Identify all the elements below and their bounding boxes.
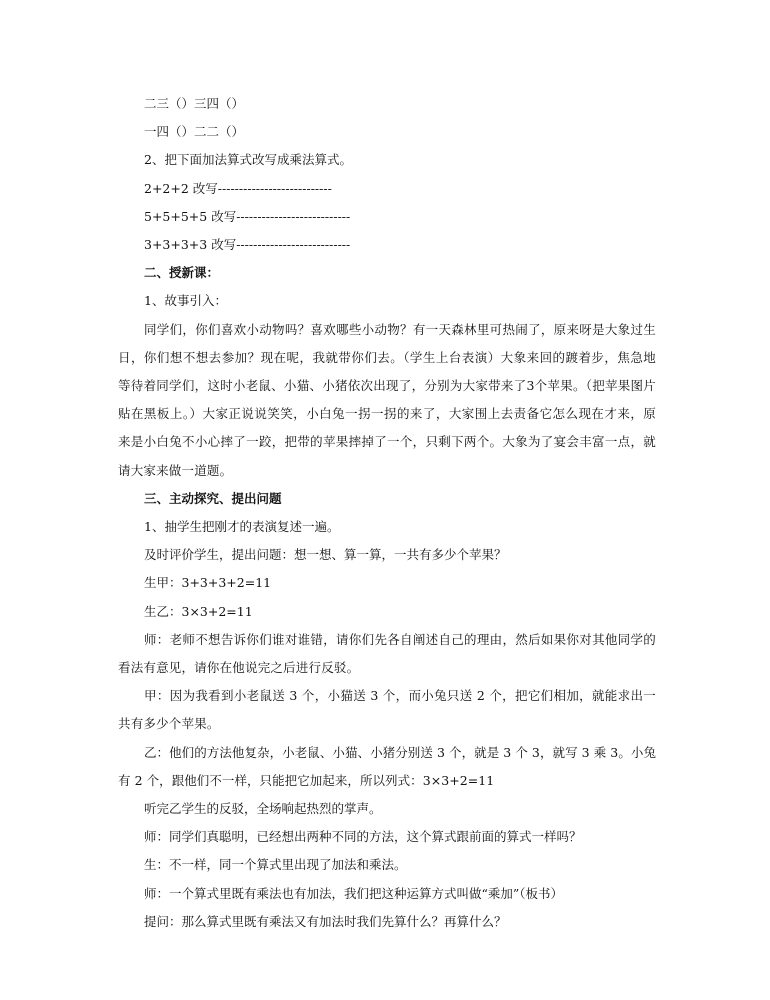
document-page: [118, 90, 656, 936]
rewrite-line-1: 2+2+2 改写---------------------------: [144, 180, 332, 196]
evaluate-line: 及时评价学生，提出问题：想一想、算一算，一共有多少个苹果？: [144, 547, 507, 563]
teacher-paragraph-1: 师：老师不想告诉你们谁对谁错，请你们先各自阐述自己的理由，然后如果你对其他同学的看法有意见，请你在他说完之后进行反驳。: [118, 631, 656, 676]
student-b-reason: 乙：他们的方法他复杂，小老鼠、小猫、小猪分别送 3 个，就是 3 个 3，就写 3 乘 3。小兔有 2 个，跟他们不一样，只能把它加起来，所以列式：3×3+2=11: [118, 744, 656, 788]
task-2-heading: 2、把下面加法算式改写成乘法算式。: [144, 152, 352, 168]
student-a-answer: 生甲：3+3+3+2=11: [144, 575, 272, 591]
student-a-reason: 甲：因为我看到小老鼠送 3 个，小猫送 3 个，而小兔只送 2 个，把它们相加，就能求出一共有多少个苹果。: [118, 688, 656, 732]
section-2-heading: 二、授新课：: [144, 265, 220, 281]
retell-line: 1、抽学生把刚才的表演复述一遍。: [144, 519, 340, 535]
compare-line-1: 二三（）三四（）: [144, 96, 245, 111]
applause-line: 听完乙学生的反驳，全场响起热烈的掌声。: [144, 801, 382, 817]
question-line: 提问：那么算式里既有乘法又有加法时我们先算什么？再算什么？: [144, 913, 507, 929]
rewrite-line-2: 5+5+5+5 改写---------------------------: [144, 208, 351, 224]
teacher-line-2: 师：同学们真聪明，已经想出两种不同的方法，这个算式跟前面的算式一样吗？: [144, 829, 582, 845]
story-intro-heading: 1、故事引入：: [144, 293, 227, 309]
compare-line-2: 一四（）二二（）: [144, 124, 245, 140]
rewrite-line-3: 3+3+3+3 改写---------------------------: [144, 237, 351, 253]
student-b-answer: 生乙：3×3+2=11: [144, 603, 253, 619]
story-paragraph: 同学们，你们喜欢小动物吗？喜欢哪些小动物？有一天森林里可热闹了，原来呀是大象过生日，你们想不想去参加？现在呢，我就带你们去。（学生上台表演）大象来回的踱着步，焦急地等待着同学们，这时小老鼠、小猫、小猪依次出现了，分别为大家带来了3个苹果。（把苹果图片贴在黑板上。）大家正说说笑笑，小白兔一拐一拐的来了，大家围上去责备它怎么现在才来，原来是小白兔不小心摔了一跤，把带的苹果摔掉了一个，只剩下两个。大象为了宴会丰富一点，就请大家来做一道题。: [118, 321, 656, 478]
section-3-heading: 三、主动探究、提出问题: [144, 490, 282, 506]
teacher-line-3: 师：一个算式里既有乘法也有加法，我们把这种运算方式叫做“乘加”（板书）: [144, 885, 564, 901]
student-reply-line: 生：不一样，同一个算式里出现了加法和乘法。: [144, 857, 407, 873]
